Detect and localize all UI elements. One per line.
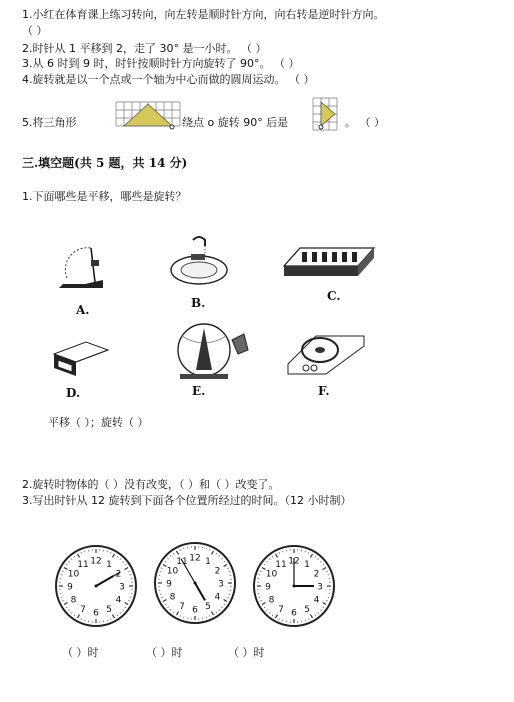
clock-number: 10: [67, 569, 80, 580]
judge-question-1: 1.小红在体育课上练习转向，向左转是顺时针方向，向右转是逆时针方向。: [22, 8, 385, 21]
translation-rotation-answer-line: 平移（ ）；旋转（ ）: [48, 416, 149, 429]
steering-wheel-icon: [286, 324, 366, 376]
clock-number: 9: [67, 582, 73, 593]
clock-number: 12: [189, 553, 201, 564]
clock-number: 5: [304, 605, 310, 616]
judge-question-5-part-a: 5.将三角形: [22, 116, 77, 129]
clock-number: 8: [169, 592, 176, 603]
judge-question-3: 3.从 6 时到 9 时，时针按顺时针方向旋转了 90°。 （ ）: [22, 57, 300, 70]
clock-number: 11: [176, 556, 188, 567]
clock-number: 4: [313, 595, 320, 606]
clock-number: 5: [106, 605, 112, 616]
clock-number: 10: [166, 566, 179, 577]
clock-number: 6: [192, 605, 198, 616]
clock-number: 11: [77, 559, 89, 570]
clock-number: 4: [214, 592, 221, 603]
judge-question-5-part-c: 。 （ ）: [345, 116, 385, 129]
clock-number: 12: [288, 556, 300, 567]
clock-number: 8: [268, 595, 275, 606]
clock-number: 1: [205, 556, 211, 567]
clock-number: 3: [218, 579, 224, 590]
picture-label-d: D.: [66, 386, 81, 400]
judge-question-1-blank: （ ）: [22, 24, 48, 37]
clock-number: 7: [179, 602, 185, 613]
picture-label-a: A.: [76, 303, 90, 317]
picture-label-c: C.: [327, 289, 341, 303]
clock-number: 2: [313, 569, 320, 580]
picture-label-e: E.: [192, 384, 206, 398]
clock-number: 9: [265, 582, 271, 593]
abacus-icon: [280, 244, 378, 280]
clock-number: 3: [119, 582, 125, 593]
judge-question-5-part-b: 绕点 o 旋转 90° 后是: [182, 116, 289, 129]
clock-number: 1: [106, 559, 112, 570]
clock-answer-3: （ ）时: [228, 646, 265, 659]
clock-face-3: [250, 542, 338, 630]
clock-answer-2: （ ）时: [146, 646, 183, 659]
clock-face-2: [151, 539, 239, 627]
fill-question-2: 2.旋转时物体的（ ）没有改变，（ ）和（ ）改变了。: [22, 478, 280, 491]
swing-icon: [55, 240, 107, 292]
clock-number: 4: [115, 595, 122, 606]
triangle-grid-figure: [114, 100, 182, 134]
clock-number: 7: [278, 605, 284, 616]
clock-number: 6: [291, 608, 297, 619]
section-heading: 三.填空题(共 5 题，共 14 分): [22, 156, 188, 170]
picture-label-f: F.: [318, 384, 330, 398]
fill-question-1: 1.下面哪些是平移，哪些是旋转？: [22, 190, 187, 203]
clock-number: 2: [115, 569, 122, 580]
clock-number: 1: [304, 559, 310, 570]
clock-number: 12: [90, 556, 102, 567]
fill-question-3: 3.写出时针从 12 旋转到下面各个位置所经过的时间。（12 小时制）: [22, 494, 352, 507]
picture-label-b: B.: [191, 296, 206, 310]
clock-number: 5: [205, 602, 211, 613]
clock-number: 3: [317, 582, 323, 593]
judge-question-4: 4.旋转就是以一个点或一个轴为中心而做的圆周运动。 （ ）: [22, 73, 315, 86]
clock-number: 6: [93, 608, 99, 619]
clock-number: 11: [275, 559, 287, 570]
clock-center: [194, 582, 197, 585]
clock-face-1: [52, 542, 140, 630]
globe-icon: [160, 320, 252, 382]
clock-number: 10: [265, 569, 278, 580]
clock-number: 9: [166, 579, 172, 590]
clock-center: [293, 585, 296, 588]
clock-number: 7: [80, 605, 86, 616]
judge-question-2: 2.时针从 1 平移到 2，走了 30° 是一小时。 （ ）: [22, 42, 267, 55]
faucet-sink-icon: [167, 234, 231, 290]
drawer-icon: [50, 340, 112, 382]
clock-number: 8: [70, 595, 77, 606]
rotated-triangle-grid-figure: [299, 96, 345, 136]
clock-answer-1: （ ）时: [62, 646, 99, 659]
clock-center: [95, 585, 98, 588]
clock-number: 2: [214, 566, 221, 577]
